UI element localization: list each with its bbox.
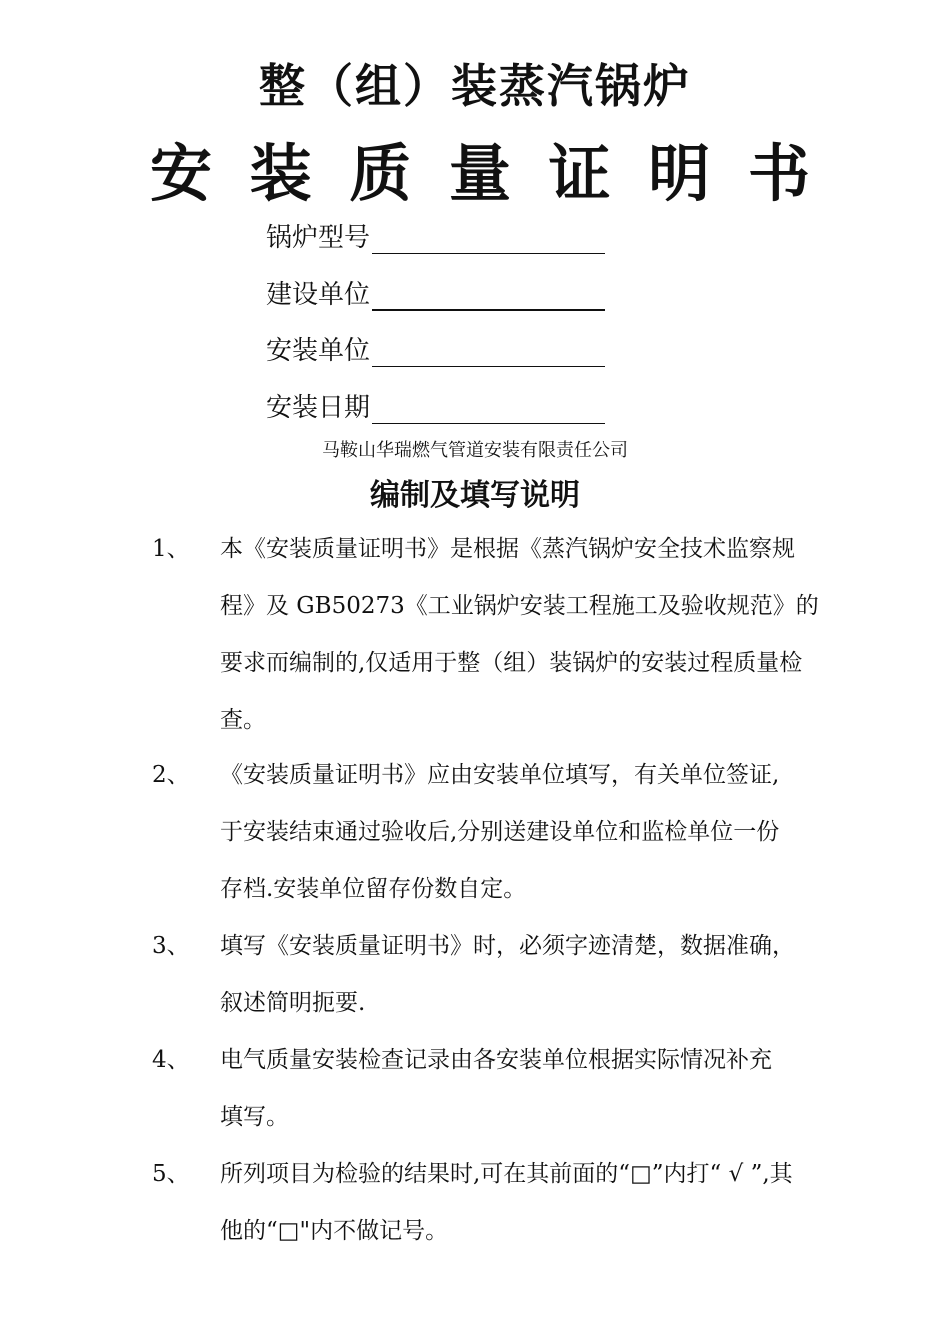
- field-label: 建设单位: [266, 280, 371, 310]
- certificate-title: [150, 128, 810, 208]
- installation-unit-blank[interactable]: [372, 340, 605, 367]
- item-number: 1、: [152, 536, 190, 562]
- installation-date-blank[interactable]: [372, 397, 605, 424]
- construction-unit-field: [266, 275, 605, 311]
- field-label: 锅炉型号: [266, 223, 371, 253]
- item-line: 于安装结束通过验收后,分别送建设单位和监检单位一份: [220, 819, 780, 845]
- item-line: 程》及 GB50273《工业锅炉安装工程施工及验收规范》的: [220, 593, 819, 619]
- title-char: 书: [747, 136, 810, 210]
- title-char: 证: [548, 136, 611, 210]
- item-line: 叙述简明扼要.: [220, 990, 366, 1016]
- document-title: 整（组）装蒸汽锅炉: [259, 59, 691, 113]
- item-number: 2、: [152, 762, 190, 788]
- item-line: 查。: [220, 707, 266, 733]
- construction-unit-blank[interactable]: [372, 283, 605, 311]
- company-name: 马鞍山华瑞燃气管道安装有限责任公司: [322, 440, 628, 461]
- field-label: 安装单位: [266, 336, 371, 366]
- title-char: 质: [349, 136, 412, 210]
- item-number: 4、: [152, 1047, 190, 1073]
- item-line: 《安装质量证明书》应由安装单位填写，有关单位签证,: [220, 762, 780, 788]
- item-line: 电气质量安装检查记录由各安装单位根据实际情况补充: [220, 1047, 772, 1073]
- item-line: 存档.安装单位留存份数自定。: [220, 876, 527, 902]
- title-char: 量: [448, 136, 511, 210]
- item-line: 填写。: [220, 1104, 289, 1130]
- item-number: 5、: [152, 1161, 190, 1187]
- boiler-model-field: [266, 218, 605, 254]
- item-line: 填写《安装质量证明书》时，必须字迹清楚，数据准确，: [220, 933, 795, 959]
- item-line: 要求而编制的,仅适用于整（组）装锅炉的安装过程质量检: [220, 650, 803, 676]
- title-char: 安: [150, 136, 213, 210]
- title-char: 装: [249, 136, 312, 210]
- item-line: 本《安装质量证明书》是根据《蒸汽锅炉安全技术监察规: [220, 536, 795, 562]
- title-char: 明: [648, 136, 711, 210]
- item-line: 他的“□"内不做记号。: [220, 1218, 449, 1244]
- installation-unit-field: [266, 331, 605, 367]
- installation-date-field: [266, 388, 605, 424]
- instructions-title: 编制及填写说明: [370, 478, 580, 513]
- item-line: 所列项目为检验的结果时,可在其前面的“□”内打“ √ ”,其: [220, 1161, 793, 1187]
- item-number: 3、: [152, 933, 190, 959]
- field-label: 安装日期: [266, 393, 371, 423]
- boiler-model-blank[interactable]: [372, 227, 605, 254]
